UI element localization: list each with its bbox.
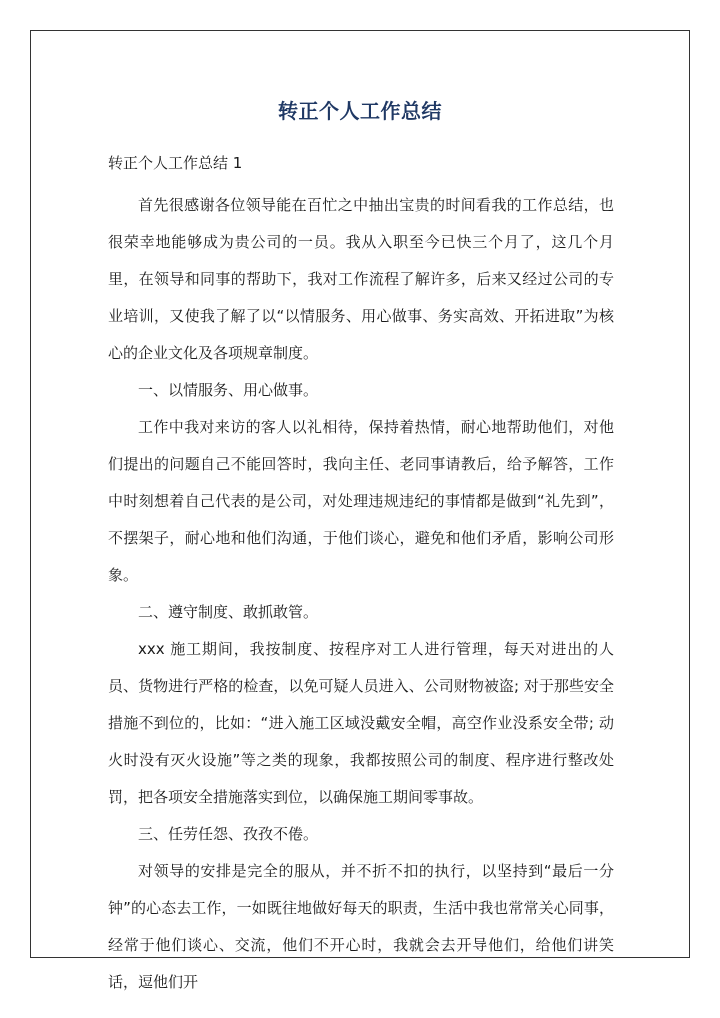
paragraph-intro: 首先很感谢各位领导能在百忙之中抽出宝贵的时间看我的工作总结，也很荣幸地能够成为贵公司的一员。我从入职至今已快三个月了，这几个月里，在领导和同事的帮助下，我对工作流程了解许多，后来又经过公司的专业培训，又使我了解了以“以情服务、用心做事、务实高效、开拓进取”为核心的企业文化及各项规章制度。 bbox=[108, 196, 614, 362]
heading-section-1: 一、以情服务、用心做事。 bbox=[138, 381, 319, 399]
section-subtitle: 转正个人工作总结 1 bbox=[108, 154, 243, 172]
document-title: 转正个人工作总结 bbox=[278, 99, 442, 123]
paragraph-section-1: 工作中我对来访的客人以礼相待，保持着热情，耐心地帮助他们，对他们提出的问题自己不能回答时，我向主任、老同事请教后，给予解答，工作中时刻想着自己代表的是公司，对处理违规违纪的事情都是做到“礼先到”，不摆架子，耐心地和他们沟通，于他们谈心，避免和他们矛盾，影响公司形象。 bbox=[108, 418, 614, 584]
heading-section-3: 三、任劳任怨、孜孜不倦。 bbox=[138, 825, 319, 843]
document-body bbox=[108, 150, 614, 1001]
paragraph-section-3: 对领导的安排是完全的服从，并不折不扣的执行，以坚持到“最后一分钟”的心态去工作，一如既往地做好每天的职责，生活中我也常常关心同事，经常于他们谈心、交流，他们不开心时，我就会去开导他们，给他们讲笑话，逗他们开 bbox=[108, 862, 614, 991]
heading-section-2: 二、遵守制度、敢抓敢管。 bbox=[138, 603, 319, 621]
paragraph-section-2: xxx 施工期间，我按制度、按程序对工人进行管理，每天对进出的人员、货物进行严格的检查，以免可疑人员进入、公司财物被盗; 对于那些安全措施不到位的，比如：“进入施工区域没戴安全帽，高空作业没系安全带; 动火时没有灭火设施”等之类的现象，我都按照公司的制度、程序进行整改处罚，把各项安全措施落实到位，以确保施工期间零事故。 bbox=[108, 640, 614, 806]
